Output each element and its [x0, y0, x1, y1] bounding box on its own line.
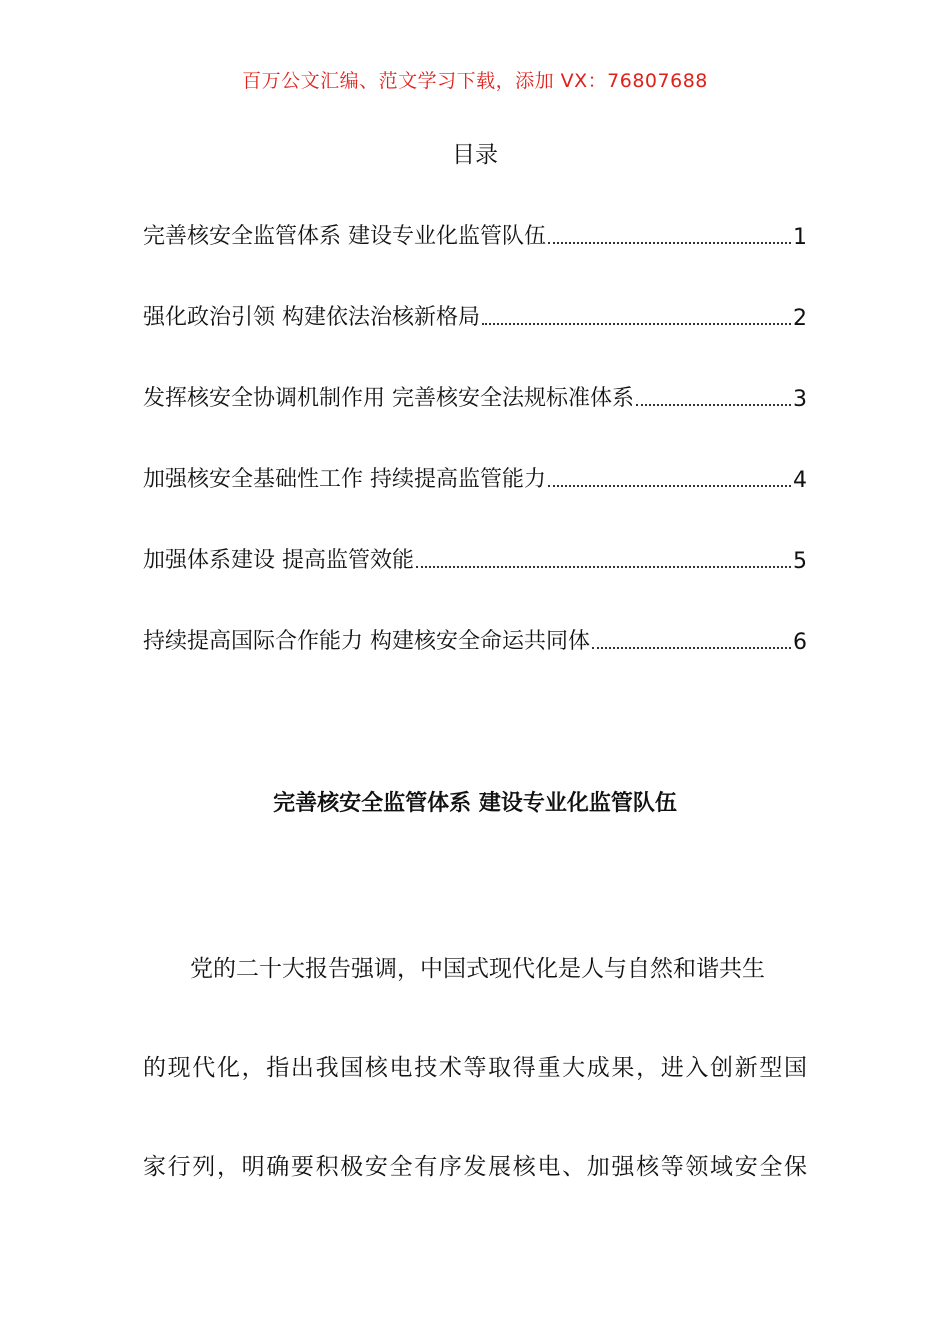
body-line: 的现代化，指出我国核电技术等取得重大成果，进入创新型国	[143, 1055, 807, 1081]
toc-leader-dots	[636, 403, 791, 406]
toc-item[interactable]	[143, 297, 807, 331]
toc-leader-dots	[548, 484, 791, 487]
toc-item[interactable]	[143, 540, 807, 574]
section-heading: 完善核安全监管体系 建设专业化监管队伍	[273, 791, 677, 816]
toc-item-title: 强化政治引领 构建依法治核新格局	[143, 305, 480, 330]
toc-item-title: 发挥核安全协调机制作用 完善核安全法规标准体系	[143, 386, 634, 411]
toc-item-page: 6	[793, 630, 807, 655]
header-note: 百万公文汇编、范文学习下载，添加 VX：76807688	[242, 70, 708, 92]
toc-item-page: 1	[793, 225, 807, 250]
toc-item-title: 加强核安全基础性工作 持续提高监管能力	[143, 467, 546, 492]
toc-item-page: 3	[793, 387, 807, 412]
toc-item[interactable]	[143, 621, 807, 655]
toc-item[interactable]	[143, 216, 807, 250]
toc-item-title: 持续提高国际合作能力 构建核安全命运共同体	[143, 629, 590, 654]
toc-item-page: 2	[793, 306, 807, 331]
toc-item[interactable]	[143, 459, 807, 493]
toc-leader-dots	[416, 565, 791, 568]
toc-title: 目录	[452, 142, 498, 168]
toc-item-title: 加强体系建设 提高监管效能	[143, 548, 414, 573]
body-line: 党的二十大报告强调，中国式现代化是人与自然和谐共生	[190, 956, 765, 982]
toc-leader-dots	[482, 322, 791, 325]
toc-item-page: 5	[793, 549, 807, 574]
toc-item-page: 4	[793, 468, 807, 493]
toc-item[interactable]	[143, 378, 807, 412]
body-line: 家行列，明确要积极安全有序发展核电、加强核等领域安全保	[143, 1154, 807, 1180]
toc-item-title: 完善核安全监管体系 建设专业化监管队伍	[143, 224, 546, 249]
toc-leader-dots	[548, 241, 791, 244]
toc-leader-dots	[592, 646, 791, 649]
